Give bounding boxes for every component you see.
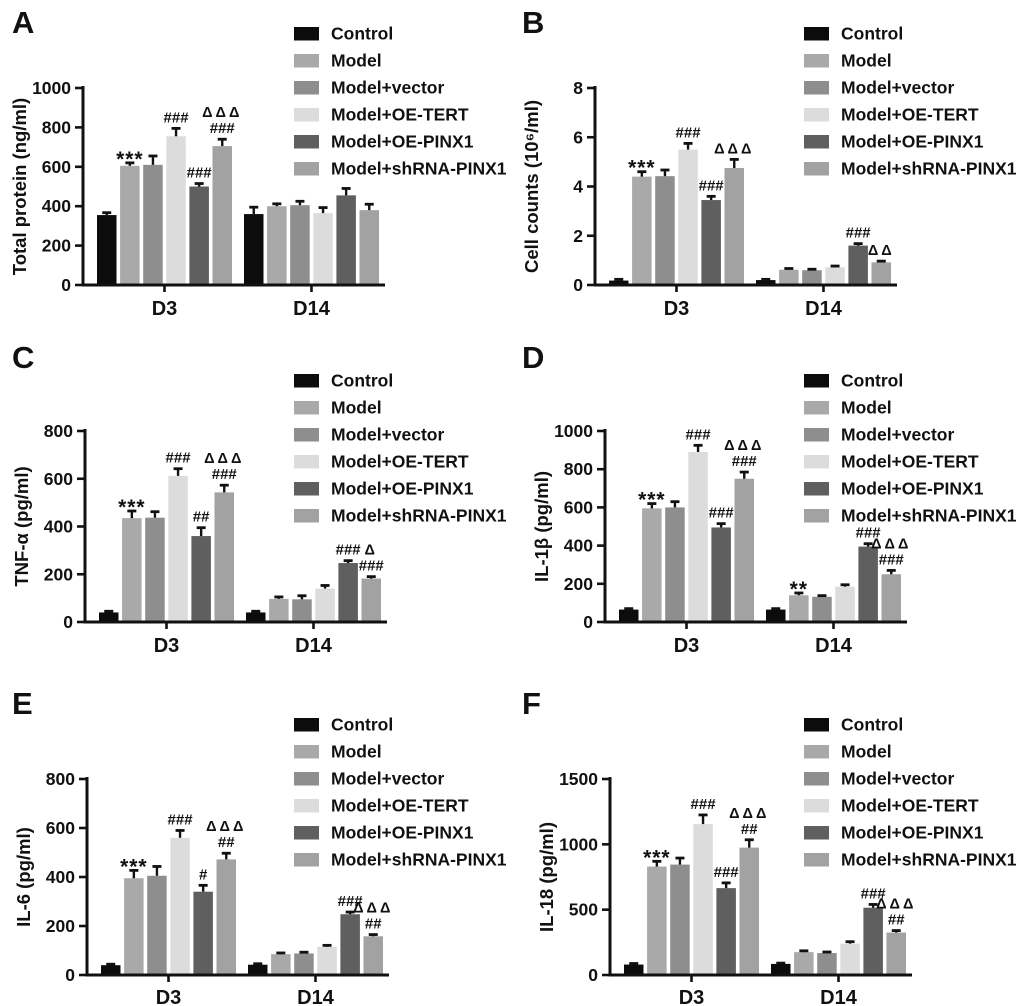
bar [168, 476, 188, 622]
y-axis-title: Total protein (ng/ml) [9, 97, 30, 276]
significance-annotation: *** [628, 156, 656, 180]
bar [835, 587, 855, 622]
bar [294, 953, 314, 975]
x-category-label: D14 [815, 635, 852, 657]
legend-label: Model+OE-TERT [331, 451, 469, 472]
bar [189, 187, 209, 286]
y-tick-label: 1000 [554, 421, 593, 441]
bar [711, 527, 731, 622]
bar [315, 589, 335, 622]
x-category-label: D14 [297, 987, 334, 1006]
y-axis-title: IL-18 (pg/ml) [536, 822, 557, 932]
bar [642, 508, 662, 622]
significance-annotation: ### [675, 124, 701, 142]
legend-label: Model+shRNA-PINX1 [331, 849, 507, 870]
bar [766, 610, 786, 622]
y-tick-label: 0 [61, 275, 71, 295]
significance-annotation: ### [855, 524, 881, 542]
significance-annotation: ### [685, 426, 711, 444]
bar [779, 270, 799, 285]
legend-swatch [294, 27, 319, 41]
legend-label: Model+OE-PINX1 [841, 478, 984, 499]
x-category-label: D3 [153, 635, 180, 657]
bar [771, 964, 791, 975]
bar [632, 177, 652, 285]
panel-e [0, 670, 510, 1006]
panel-b [510, 0, 1020, 330]
significance-annotation: ### [708, 504, 734, 522]
legend-label: Model+vector [331, 77, 445, 98]
legend-label: Model+OE-TERT [841, 451, 979, 472]
significance-annotation: ### [211, 466, 237, 484]
legend-swatch [294, 826, 319, 840]
panel-d-chart [510, 330, 1020, 670]
x-category-label: D3 [151, 298, 178, 320]
bar [143, 165, 163, 285]
legend-label: Model+vector [331, 424, 445, 445]
y-tick-label: 2 [573, 225, 583, 246]
y-tick-label: 200 [41, 235, 71, 256]
panel-c-chart [0, 330, 510, 670]
y-tick-label: 200 [45, 916, 75, 936]
significance-annotation: *** [643, 846, 671, 870]
significance-annotation: ΔΔΔ [714, 141, 755, 158]
legend-label: Model+vector [841, 768, 955, 789]
legend-label: Model+shRNA-PINX1 [841, 505, 1017, 526]
legend-swatch [804, 374, 829, 388]
x-category-label: D3 [673, 635, 700, 657]
legend-swatch [804, 482, 829, 496]
legend-swatch [294, 162, 319, 176]
legend-label: Model [841, 50, 892, 71]
legend-label: Model [331, 397, 382, 418]
legend-label: Model+vector [331, 768, 445, 789]
bar [193, 892, 213, 975]
significance-annotation: ΔΔ [867, 243, 895, 260]
significance-annotation: ΔΔΔ [353, 900, 394, 917]
legend-swatch [294, 509, 319, 523]
bar [292, 599, 312, 622]
significance-annotation: ### [878, 551, 904, 569]
legend-swatch [804, 27, 829, 41]
bar [313, 213, 333, 285]
bar [624, 965, 644, 975]
legend-label: Model+OE-TERT [331, 104, 469, 125]
significance-annotation: ΔΔΔ [729, 805, 770, 822]
legend-swatch [804, 745, 829, 759]
bar [740, 848, 760, 975]
significance-annotation: ΔΔΔ [206, 819, 247, 836]
y-tick-label: 200 [43, 564, 73, 585]
legend-swatch [804, 135, 829, 149]
bar [166, 136, 186, 285]
legend-swatch [804, 108, 829, 122]
significance-annotation: ### [165, 449, 191, 467]
bar [863, 908, 883, 975]
significance-annotation: ## [887, 911, 905, 929]
significance-annotation: ΔΔΔ [871, 536, 912, 553]
y-axis-title: Cell counts (10⁶/ml) [521, 100, 542, 273]
legend-swatch [804, 772, 829, 786]
panel-letter: E [12, 686, 33, 721]
significance-annotation: ### [860, 885, 886, 903]
x-category-label: D14 [295, 635, 332, 657]
legend-swatch [804, 826, 829, 840]
x-category-label: D14 [820, 987, 857, 1006]
bar [619, 610, 639, 622]
significance-annotation: ΔΔΔ [202, 105, 243, 122]
significance-annotation: ΔΔΔ [724, 438, 765, 455]
bar [887, 933, 907, 975]
x-category-label: D14 [293, 298, 330, 320]
legend-swatch [804, 401, 829, 415]
significance-annotation: ### [358, 557, 384, 575]
panel-a-chart [0, 0, 510, 330]
bar [872, 262, 892, 285]
legend-swatch [294, 428, 319, 442]
bar [269, 599, 289, 622]
y-tick-label: 400 [41, 196, 71, 217]
legend-swatch [804, 162, 829, 176]
significance-annotation: ### [698, 177, 724, 195]
panel-c [0, 330, 510, 670]
legend-label: Model+OE-PINX1 [841, 131, 984, 152]
legend-swatch [804, 718, 829, 732]
legend-label: Model+shRNA-PINX1 [841, 849, 1017, 870]
legend-label: Model+shRNA-PINX1 [331, 158, 507, 179]
legend-swatch [804, 455, 829, 469]
x-category-label: D14 [805, 298, 842, 320]
bar [213, 146, 233, 285]
bar [360, 210, 380, 285]
bar [191, 536, 211, 622]
bar [217, 859, 237, 975]
legend-swatch [294, 718, 319, 732]
legend-label: Control [841, 23, 904, 44]
legend-swatch [294, 799, 319, 813]
legend-swatch [804, 509, 829, 523]
bar [364, 936, 384, 975]
bar [665, 507, 685, 622]
significance-annotation: ## [217, 834, 235, 852]
y-tick-label: 600 [563, 497, 593, 518]
legend-swatch [804, 853, 829, 867]
bar [647, 867, 667, 975]
y-tick-label: 500 [568, 899, 598, 920]
significance-annotation: ## [740, 820, 758, 838]
bar [248, 965, 268, 975]
bar [122, 518, 142, 622]
bar [120, 166, 140, 285]
significance-annotation: ### [731, 453, 757, 471]
y-tick-label: 400 [45, 867, 75, 887]
bar [290, 205, 310, 285]
bar [725, 168, 745, 285]
significance-annotation: ### [713, 863, 739, 881]
y-tick-label: 600 [41, 156, 71, 177]
significance-annotation: Δ [364, 542, 378, 559]
bar [336, 195, 356, 285]
bar [124, 878, 144, 975]
legend-label: Model [841, 397, 892, 418]
bar [688, 452, 708, 622]
panel-a [0, 0, 510, 330]
significance-annotation: ## [192, 508, 210, 526]
bar [693, 824, 713, 975]
significance-annotation: ### [163, 109, 189, 127]
legend-swatch [804, 428, 829, 442]
bar [317, 947, 337, 975]
legend-swatch [294, 135, 319, 149]
y-tick-label: 1000 [559, 834, 598, 855]
bar [362, 579, 382, 622]
legend-label: Model [331, 50, 382, 71]
legend-label: Model+OE-TERT [841, 795, 979, 816]
panel-d [510, 330, 1020, 670]
y-tick-label: 600 [45, 818, 75, 838]
bar [701, 200, 721, 285]
y-tick-label: 800 [45, 769, 75, 789]
legend-label: Control [331, 23, 394, 44]
y-axis-title: TNF-α (pg/ml) [11, 466, 32, 587]
significance-annotation: ### [209, 120, 235, 138]
y-tick-label: 0 [573, 275, 583, 295]
y-tick-label: 800 [563, 459, 593, 480]
legend-swatch [804, 81, 829, 95]
bar [802, 270, 822, 285]
legend-label: Control [841, 370, 904, 391]
bar [97, 215, 117, 285]
significance-annotation: ΔΔΔ [204, 451, 245, 468]
significance-annotation: ### [845, 224, 871, 242]
significance-annotation: *** [638, 488, 666, 512]
legend-label: Model+OE-PINX1 [331, 131, 474, 152]
y-tick-label: 0 [588, 965, 598, 985]
bar [794, 952, 814, 975]
y-tick-label: 800 [41, 117, 71, 138]
y-tick-label: 400 [43, 516, 73, 537]
legend-label: Control [331, 370, 394, 391]
panel-f-chart [510, 670, 1020, 1006]
legend-label: Model+OE-PINX1 [331, 822, 474, 843]
legend-swatch [294, 482, 319, 496]
bar [655, 176, 675, 285]
panel-letter: D [522, 340, 545, 375]
y-tick-label: 600 [43, 468, 73, 489]
bar [271, 954, 291, 975]
significance-annotation: *** [120, 855, 148, 879]
legend-swatch [294, 853, 319, 867]
y-tick-label: 0 [63, 612, 73, 632]
bar [678, 150, 698, 285]
y-tick-label: 0 [583, 612, 593, 632]
x-category-label: D3 [678, 987, 705, 1006]
y-tick-label: 1000 [32, 78, 71, 98]
legend-label: Model [841, 741, 892, 762]
significance-annotation: # [198, 866, 208, 884]
significance-annotation: ### [186, 164, 212, 182]
legend-label: Model+vector [841, 77, 955, 98]
legend-label: Model+shRNA-PINX1 [841, 158, 1017, 179]
panel-e-chart [0, 670, 510, 1006]
y-axis-title: IL-1β (pg/ml) [531, 471, 552, 582]
bar [825, 267, 845, 285]
bar [817, 953, 837, 975]
panel-letter: C [12, 340, 35, 375]
bar [716, 888, 736, 975]
bar [812, 597, 832, 622]
y-tick-label: 0 [65, 965, 75, 985]
legend-swatch [804, 54, 829, 68]
bar [147, 876, 167, 975]
x-category-label: D3 [155, 987, 182, 1006]
y-tick-label: 6 [573, 127, 583, 148]
significance-annotation: *** [118, 495, 146, 519]
bar [735, 479, 755, 622]
legend-label: Control [331, 714, 394, 735]
bar [670, 865, 690, 975]
legend-label: Model+OE-TERT [331, 795, 469, 816]
y-tick-label: 8 [573, 78, 583, 98]
bar [170, 838, 190, 975]
panel-letter: B [522, 5, 545, 40]
significance-annotation: ### [167, 811, 193, 829]
panel-b-chart [510, 0, 1020, 330]
legend-swatch [294, 81, 319, 95]
legend-swatch [294, 455, 319, 469]
significance-annotation: ## [364, 915, 382, 933]
bar [340, 914, 360, 975]
legend-swatch [294, 54, 319, 68]
legend-label: Model+OE-TERT [841, 104, 979, 125]
bar [244, 214, 264, 285]
bar [848, 246, 868, 285]
y-tick-label: 4 [573, 176, 583, 197]
bar [338, 563, 358, 622]
panel-letter: A [12, 5, 35, 40]
significance-annotation: ** [789, 577, 809, 601]
significance-annotation: ΔΔΔ [876, 896, 917, 913]
y-tick-label: 800 [43, 421, 73, 441]
y-axis-title: IL-6 (pg/ml) [13, 827, 34, 927]
y-tick-label: 1500 [559, 769, 598, 789]
significance-annotation: ### [337, 893, 363, 911]
legend-label: Model+vector [841, 424, 955, 445]
bar [267, 206, 287, 285]
legend-label: Model [331, 741, 382, 762]
y-tick-label: 200 [563, 573, 593, 594]
legend-label: Model+shRNA-PINX1 [331, 505, 507, 526]
legend-swatch [294, 401, 319, 415]
legend-swatch [294, 745, 319, 759]
panel-f [510, 670, 1020, 1006]
bar [215, 492, 235, 622]
legend-swatch [804, 799, 829, 813]
panel-letter: F [522, 686, 541, 721]
legend-label: Model+OE-PINX1 [841, 822, 984, 843]
legend-swatch [294, 772, 319, 786]
x-category-label: D3 [663, 298, 690, 320]
bar [840, 944, 860, 975]
legend-label: Control [841, 714, 904, 735]
bar [858, 547, 878, 622]
significance-annotation: ### [690, 795, 716, 813]
legend-label: Model+OE-PINX1 [331, 478, 474, 499]
y-tick-label: 400 [563, 535, 593, 556]
legend-swatch [294, 374, 319, 388]
significance-annotation: ### [335, 541, 361, 559]
bar [145, 518, 165, 622]
legend-swatch [294, 108, 319, 122]
bar [882, 574, 902, 622]
significance-annotation: *** [116, 147, 144, 171]
